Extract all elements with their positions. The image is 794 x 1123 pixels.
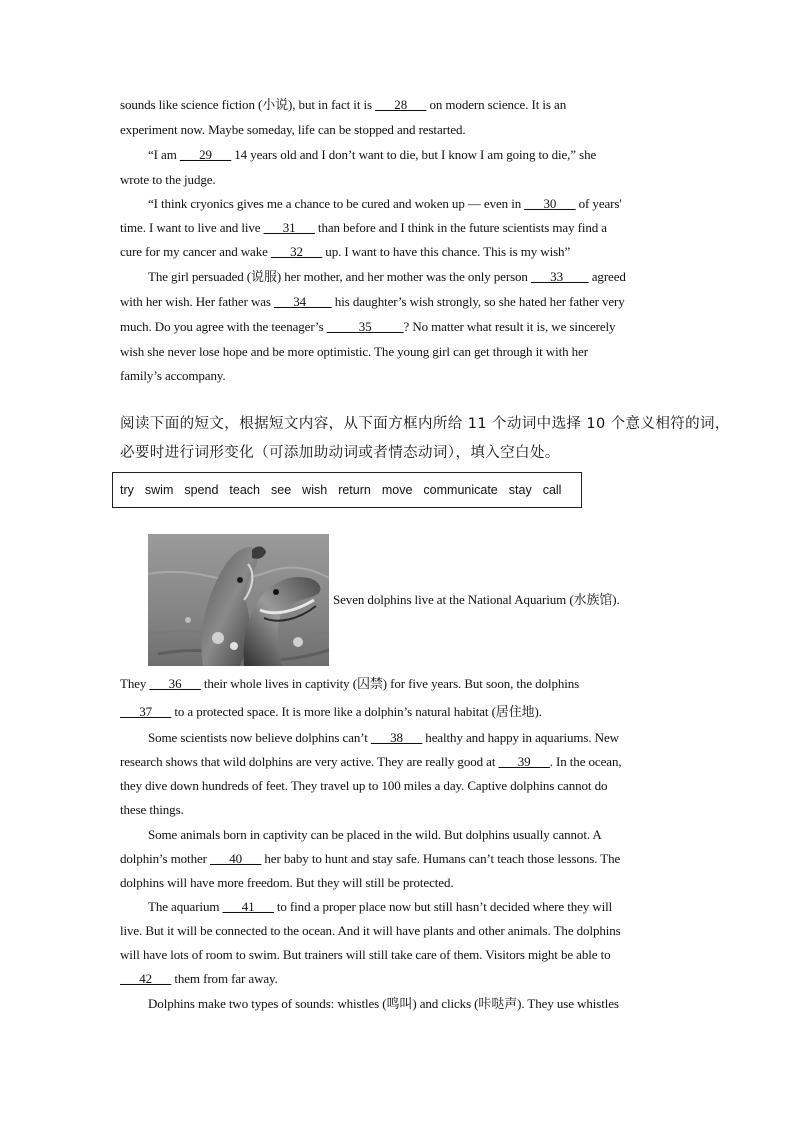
blank-40[interactable]: ___40___ [210,851,262,866]
blank-36[interactable]: ___36___ [149,676,201,691]
dolphins-photo-icon [148,534,329,666]
word-return: return [338,483,371,497]
word-spend: spend [184,483,219,497]
blank-37[interactable]: ___37___ [120,704,172,719]
passage2-line-3: ___37___ to a protected space. It is more like a dolphin’s natural habitat (居住地). [120,704,542,719]
blank-41[interactable]: ___41___ [222,899,274,914]
word-move: move [381,483,413,497]
word-teach: teach [229,483,261,497]
passage1-line-9: with her wish. Her father was ___34____ his daughter’s wish strongly, so she hated her father very [120,294,625,309]
passage2-line-10: dolphins will have more freedom. But they will still be protected. [120,875,454,890]
passage1-line-4: wrote to the judge. [120,172,216,187]
blank-30[interactable]: ___30___ [524,196,576,211]
passage1-line-10: much. Do you agree with the teenager’s _____35_____? No matter what result it is, we sincerely [120,319,616,334]
word-call: call [542,483,562,497]
blank-32[interactable]: ___32___ [270,244,323,259]
blank-39[interactable]: ___39___ [498,754,550,769]
word-bank-box [112,472,582,508]
blank-38[interactable]: ___38___ [370,730,423,745]
blank-31[interactable]: ___31___ [263,220,315,235]
word-wish: wish [302,483,328,497]
word-see: see [271,483,292,497]
passage2-line-6: they dive down hundreds of feet. They travel up to 100 miles a day. Captive dolphins cannot do [120,778,608,793]
word-try: try [120,483,134,497]
passage1-line-2: experiment now. Maybe someday, life can be stopped and restarted. [120,122,466,137]
passage2-line-4: Some scientists now believe dolphins can’t ___38___ healthy and happy in aquariums. New [148,730,619,745]
passage1-line-5: “I think cryonics gives me a chance to be cured and woken up — even in ___30___ of years' [148,196,622,211]
passage1-line-12: family’s accompany. [120,368,226,383]
passage1-line-6: time. I want to live and live ___31___ than before and I think in the future scientists may find a [120,220,607,235]
word-swim: swim [144,483,174,497]
passage2-line-15: Dolphins make two types of sounds: whistles (鸣叫) and clicks (咔哒声). They use whistles [148,996,619,1011]
word-stay: stay [508,483,532,497]
passage2-line-2: They ___36___ their whole lives in captivity (囚禁) for five years. But soon, the dolphins [120,676,580,691]
passage1-line-7: cure for my cancer and wake ___32___ up. I want to have this chance. This is my wish” [120,244,571,259]
passage2-line-12: live. But it will be connected to the ocean. And it will have plants and other animals. The dolphins [120,923,621,938]
passage1-line-1: sounds like science fiction (小说), but in fact it is ___28___ on modern science. It is an [120,97,567,112]
blank-28[interactable]: ___28___ [375,97,427,112]
instructions-line-1: 阅读下面的短文，根据短文内容，从下面方框内所给 11 个动词中选择 10 个意义相符的词， [120,416,730,432]
passage2-line-14: ___42___ them from far away. [120,971,278,986]
passage2-line-11: The aquarium ___41___ to find a proper place now but still hasn’t decided where they will [148,899,613,914]
dolphins-photo [148,534,329,666]
passage2-line-9: dolphin’s mother ___40___ her baby to hunt and stay safe. Humans can’t teach those lessons. The [120,851,621,866]
blank-33[interactable]: ___33____ [530,269,589,284]
passage2-line-13: will have lots of room to swim. But trainers will still take care of them. Visitors might be able to [120,947,611,962]
passage2-line-7: these things. [120,802,184,817]
blank-35[interactable]: _____35_____ [326,319,404,334]
passage1-line-3: “I am ___29___ 14 years old and I don’t want to die, but I know I am going to die,” she [148,147,597,162]
instructions-line-2: 必要时进行词形变化（可添加助动词或者情态动词），填入空白处。 [120,445,560,461]
passage1-line-8: The girl persuaded (说服) her mother, and her mother was the only person ___33____ agreed [148,269,626,284]
blank-42[interactable]: ___42___ [120,971,172,986]
passage2-line-1: Seven dolphins live at the National Aquarium (水族馆). [333,592,620,607]
word-communicate: communicate [423,483,498,497]
blank-34[interactable]: ___34____ [274,294,332,309]
passage2-line-5: research shows that wild dolphins are very active. They are really good at ___39___. In the ocean, [120,754,622,769]
passage2-line-8: Some animals born in captivity can be placed in the wild. But dolphins usually cannot. A [148,827,602,842]
blank-29[interactable]: ___29___ [179,147,232,162]
passage1-line-11: wish she never lose hope and be more optimistic. The young girl can get through it with her [120,344,588,359]
